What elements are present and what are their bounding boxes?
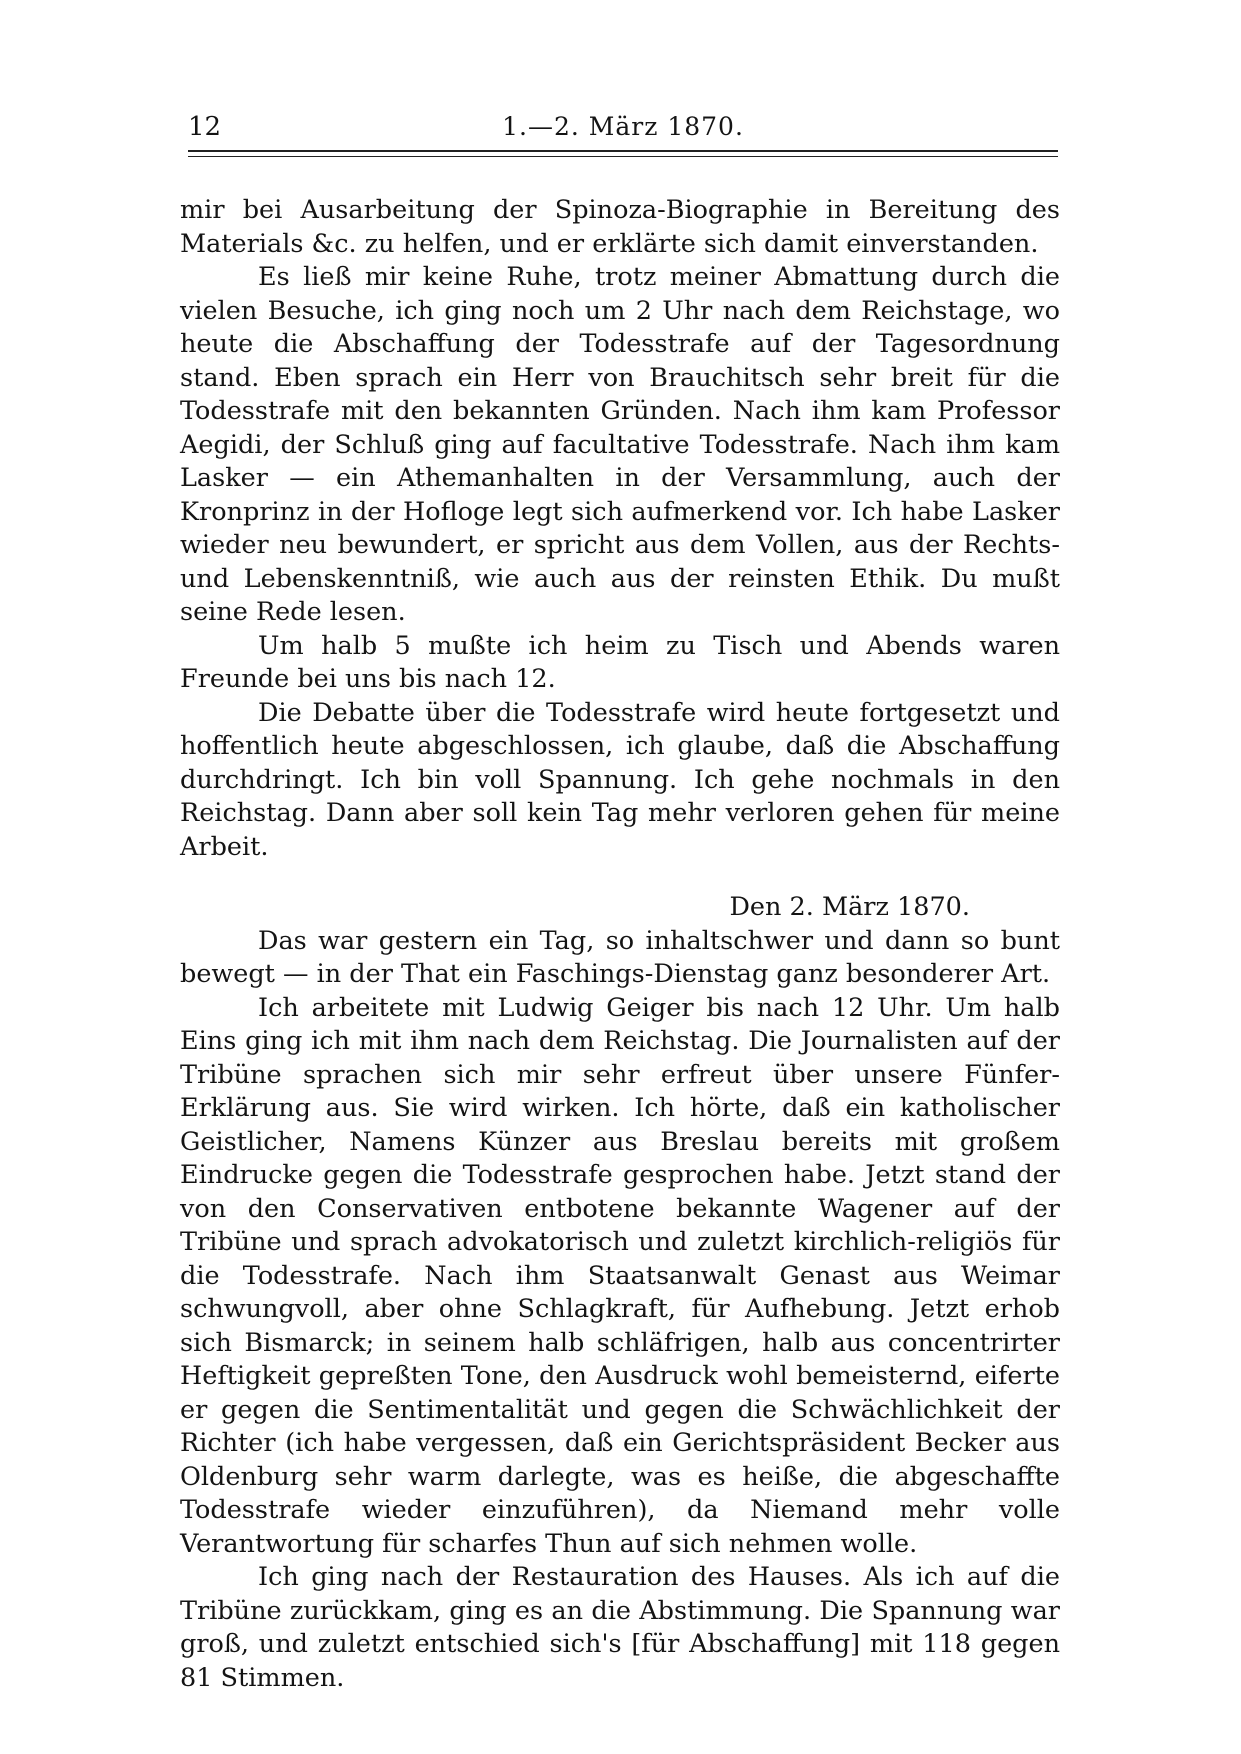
dateline: Den 2. März 1870. [729,892,970,922]
paragraph-vote: Ich ging nach der Restauration des Hauses. Als ich auf die Tribüne zurückkam, ging es an die Abstimmung. Die Spannung war groß, und zuletzt entschied sich's [für Abschaffung] mit 118 gegen 81 Stimmen. [180,1562,1060,1693]
paragraph-geiger-reichstag: Ich arbeitete mit Ludwig Geiger bis nach 12 Uhr. Um halb Eins ging ich mit ihm nach dem Reichstag. Die Journalisten auf der Tribüne sprachen sich mir sehr erfreut über unsere Fünfer-Erklärung aus. Sie wird wirken. Ich hörte, daß ein katholischer Geistlicher, Namens Künzer aus Breslau bereits mit großem Eindrucke gegen die Todesstrafe gesprochen habe. Jetzt stand der von den Conservativen entbotene bekannte Wagener auf der Tribüne und sprach advokatorisch und zuletzt kirchlich-religiös für die Todesstrafe. Nach ihm Staatsanwalt Genast aus Weimar schwungvoll, aber ohne Schlagkraft, für Aufhebung. Jetzt erhob sich Bismarck; in seinem halb schläfrigen, halb aus concentrirter Heftigkeit gepreßten Tone, den Ausdruck wohl bemeisternd, eiferte er gegen die Sentimentalität und gegen die Schwächlichkeit der Richter (ich habe vergessen, daß ein Gerichtspräsident Becker aus Oldenburg sehr warm darlegte, was es heiße, die abgeschaffte Todesstrafe wieder einzuführen), da Niemand mehr volle Verantwortung für scharfes Thun auf sich nehmen wolle. [180,992,1060,1559]
paragraph-evening: Um halb 5 mußte ich heim zu Tisch und Abends waren Freunde bei uns bis nach 12. [180,630,1060,694]
page-header [188,112,1058,146]
paragraph-yesterday: Das war gestern ein Tag, so inhaltschwer und dann so bunt bewegt — in der That ein Faschings-Dienstag ganz besonderer Art. [180,925,1060,989]
paragraph-reichstag-visit: Es ließ mir keine Ruhe, trotz meiner Abmattung durch die vielen Besuche, ich ging noch um 2 Uhr nach dem Reichstage, wo heute die Abschaffung der Todesstrafe auf der Tagesordnung stand. Eben sprach ein Herr von Brauchitsch sehr breit für die Todesstrafe mit den bekannten Gründen. Nach ihm kam Professor Aegidi, der Schluß ging auf facultative Todesstrafe. Nach ihm kam Lasker — ein Athemanhalten in der Versammlung, auch der Kronprinz in der Hofloge legt sich aufmerkend vor. Ich habe Lasker wieder neu bewundert, er spricht aus dem Vollen, aus der Rechts- und Lebenskenntniß, wie auch aus der reinsten Ethik. Du mußt seine Rede lesen. [180,262,1060,627]
paragraph-continuation: mir bei Ausarbeitung der Spinoza-Biographie in Bereitung des Materials &c. zu helfen, und er erklärte sich damit einverstanden. [180,195,1060,259]
running-head: 1.—2. März 1870. [502,112,744,141]
page-number: 12 [188,112,222,142]
paragraph-debate-continues: Die Debatte über die Todesstrafe wird heute fortgesetzt und hoffentlich heute abgeschlossen, ich glaube, daß die Abschaffung durchdringt. Ich bin voll Spannung. Ich gehe nochmals in den Reichstag. Dann aber soll kein Tag mehr verloren gehen für meine Arbeit. [180,697,1060,862]
header-rule-thin [188,156,1058,157]
body-text [180,194,1060,1695]
header-rule [188,150,1058,152]
section-spacer [180,864,1060,891]
